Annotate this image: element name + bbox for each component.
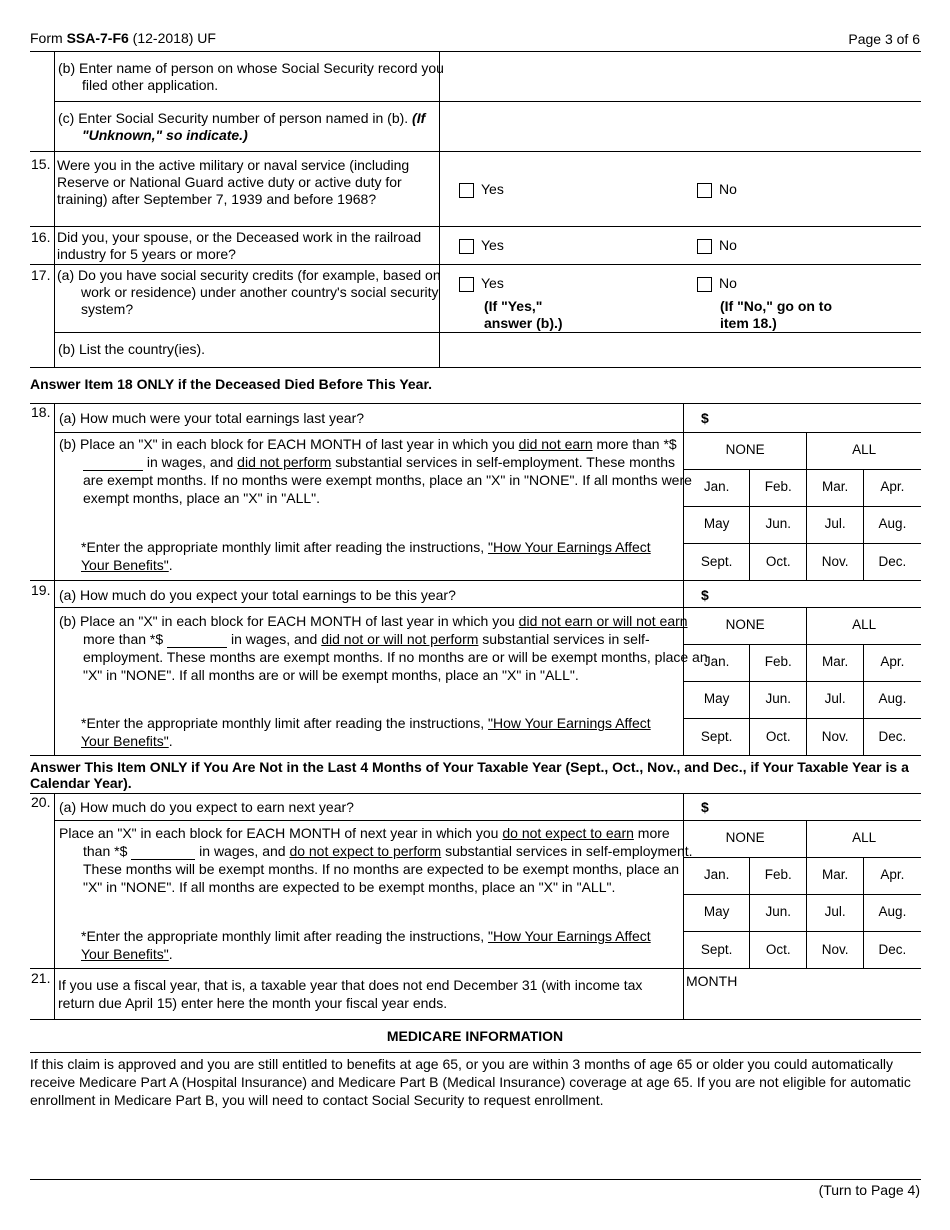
month-cell[interactable]: Sept. — [684, 543, 750, 580]
month-cell[interactable]: Apr. — [863, 857, 921, 894]
item16-yes-checkbox[interactable] — [459, 239, 474, 254]
month-cell[interactable]: Oct. — [750, 931, 807, 968]
rule — [54, 332, 921, 333]
item20b-limit-blank[interactable] — [131, 845, 195, 860]
item16-no-checkbox[interactable] — [697, 239, 712, 254]
item19-month-grid — [683, 607, 921, 755]
item20a-text: (a) How much do you expect to earn next year? — [59, 799, 354, 815]
item17-yes-label: Yes — [481, 275, 504, 291]
item15-yes-checkbox[interactable] — [459, 183, 474, 198]
item17b-input[interactable] — [441, 334, 919, 366]
all-cell[interactable]: ALL — [807, 820, 921, 857]
item16-question: Did you, your spouse, or the Deceased work in the railroad industry for 5 years or more? — [57, 229, 422, 262]
month-cell[interactable]: Apr. — [863, 644, 921, 681]
item20a-dollar: $ — [701, 799, 709, 815]
item17a-text: (a) Do you have social security credits (for example, based on work or residence) under another country's social security system? — [57, 267, 441, 317]
item21-month-input[interactable] — [686, 992, 918, 1017]
month-cell[interactable]: Sept. — [684, 931, 750, 968]
item16-yes-label: Yes — [481, 237, 504, 253]
rule — [30, 264, 921, 265]
item17-no-checkbox[interactable] — [697, 277, 712, 292]
item19b-limit-blank[interactable] — [167, 633, 227, 648]
month-cell[interactable]: Nov. — [807, 718, 864, 755]
month-cell[interactable]: Apr. — [863, 469, 921, 506]
form-id: Form SSA-7-F6 (12-2018) UF — [30, 30, 216, 46]
item16-no-label: No — [719, 237, 737, 253]
item15-number: 15. — [31, 156, 51, 172]
item19a-input[interactable] — [714, 582, 918, 606]
rule — [439, 51, 440, 367]
month-cell[interactable]: May — [684, 894, 750, 931]
item20a-input[interactable] — [714, 795, 918, 819]
medicare-text: If this claim is approved and you are still entitled to benefits at age 65, or you are within 3 months of age 65 or older you could automatically receive Medicare Part A (Hospital Insurance) and Medicare Part B (Medical Insurance) coverage at age 65. If you are not eligible for automatic enrollment in Medicare Part B, you will need to contact Social Security to request enrollment. — [30, 1056, 911, 1108]
month-cell[interactable]: Mar. — [807, 857, 864, 894]
rule — [683, 968, 684, 1019]
section20-heading: Answer This Item ONLY if You Are Not in the Last 4 Months of Your Taxable Year (Sept., Oct., Nov., and Dec., if Your Taxable Year is a Calendar Year). — [30, 759, 909, 791]
item21-text: If you use a fiscal year, that is, a taxable year that does not end December 31 (with income tax return due April 15) enter here the month your fiscal year ends. — [58, 977, 643, 1011]
month-cell[interactable]: Jan. — [684, 469, 750, 506]
month-cell[interactable]: Jul. — [807, 894, 864, 931]
item14c-input[interactable] — [441, 103, 919, 149]
item20-number: 20. — [31, 794, 51, 810]
month-cell[interactable]: Jan. — [684, 857, 750, 894]
month-cell[interactable]: Feb. — [750, 469, 807, 506]
item16-number: 16. — [31, 229, 51, 245]
item17-no-label: No — [719, 275, 737, 291]
month-cell[interactable]: Jun. — [750, 894, 807, 931]
medicare-heading: MEDICARE INFORMATION — [386, 1028, 564, 1044]
rule — [54, 793, 55, 968]
item17b-text: (b) List the country(ies). — [58, 341, 206, 357]
month-cell[interactable]: Dec. — [863, 718, 921, 755]
none-cell[interactable]: NONE — [684, 820, 807, 857]
month-cell[interactable]: May — [684, 681, 750, 718]
item18-month-grid — [683, 432, 921, 580]
month-cell[interactable]: Nov. — [807, 931, 864, 968]
rule — [30, 367, 921, 368]
rule — [30, 968, 921, 969]
turn-page-note: (Turn to Page 4) — [818, 1182, 920, 1198]
month-cell[interactable]: Sept. — [684, 718, 750, 755]
rule — [30, 1019, 921, 1020]
rule — [30, 793, 921, 794]
item18b-text: (b) Place an "X" in each block for EACH MONTH of last year in which you did not earn more than *$ in wages, and did not perform substantial services in self-employment. These months are exempt months. If no months were exempt months, place an "X" in "NONE". If all months were exempt months, place an "X" in "ALL". — [59, 436, 692, 506]
rule — [30, 755, 921, 756]
item20b-text: Place an "X" in each block for EACH MONTH of next year in which you do not expect to earn more than *$ in wages, and do not expect to perform substantial services in self-employment. These months will be exempt months. If no months are expected to be exempt months, place an "X" in "NONE". If all months are expected to be exempt months, place an "X" in "ALL". — [59, 825, 693, 895]
item15-no-label: No — [719, 181, 737, 197]
item14b-text: (b) Enter name of person on whose Social Security record you filed other application. — [58, 60, 444, 93]
item14c-text: (c) Enter Social Security number of person named in (b). (If "Unknown," so indicate.) — [58, 110, 426, 143]
item21-month-label: MONTH — [686, 973, 738, 989]
month-cell[interactable]: May — [684, 506, 750, 543]
item20-month-grid — [683, 820, 921, 968]
month-cell[interactable]: Oct. — [750, 543, 807, 580]
rule — [30, 1052, 921, 1053]
item18-number: 18. — [31, 404, 51, 420]
rule — [54, 403, 55, 580]
month-cell[interactable]: Jul. — [807, 506, 864, 543]
rule — [54, 101, 921, 102]
item15-yes-label: Yes — [481, 181, 504, 197]
item19a-dollar: $ — [701, 587, 709, 603]
all-cell[interactable]: ALL — [807, 607, 921, 644]
month-cell[interactable]: Mar. — [807, 469, 864, 506]
month-cell[interactable]: Nov. — [807, 543, 864, 580]
month-cell[interactable]: Mar. — [807, 644, 864, 681]
month-cell[interactable]: Aug. — [863, 894, 921, 931]
item17-yes-checkbox[interactable] — [459, 277, 474, 292]
item19-number: 19. — [31, 582, 51, 598]
month-cell[interactable]: Dec. — [863, 543, 921, 580]
item17-no-note: (If "No," go on to item 18.) — [720, 298, 833, 331]
rule — [30, 226, 921, 227]
month-cell[interactable]: Jul. — [807, 681, 864, 718]
item19a-text: (a) How much do you expect your total earnings to be this year? — [59, 587, 456, 603]
item15-no-checkbox[interactable] — [697, 183, 712, 198]
page-number: Page 3 of 6 — [848, 31, 920, 47]
none-cell[interactable]: NONE — [684, 607, 807, 644]
rule — [30, 403, 921, 404]
item19-note: *Enter the appropriate monthly limit after reading the instructions, "How Your Earnings Affect Your Benefits". — [81, 715, 651, 749]
month-cell[interactable]: Aug. — [863, 506, 921, 543]
month-cell[interactable]: Feb. — [750, 857, 807, 894]
item18a-dollar: $ — [701, 410, 709, 426]
item18a-text: (a) How much were your total earnings last year? — [59, 410, 365, 426]
item18-note: *Enter the appropriate monthly limit after reading the instructions, "How Your Earnings Affect Your Benefits". — [81, 539, 651, 573]
rule — [30, 1179, 921, 1180]
rule — [30, 580, 921, 581]
rule — [30, 51, 921, 52]
section18-heading: Answer Item 18 ONLY if the Deceased Died Before This Year. — [30, 376, 433, 392]
rule — [30, 151, 921, 152]
item17-yes-note: (If "Yes," answer (b).) — [484, 298, 563, 331]
item18b-limit-blank[interactable] — [83, 456, 143, 471]
none-cell[interactable]: NONE — [684, 432, 807, 469]
item20-note: *Enter the appropriate monthly limit after reading the instructions, "How Your Earnings Affect Your Benefits". — [81, 928, 651, 962]
month-cell[interactable]: Oct. — [750, 718, 807, 755]
month-cell[interactable]: Jun. — [750, 506, 807, 543]
month-cell[interactable]: Jan. — [684, 644, 750, 681]
item21-number: 21. — [31, 970, 51, 986]
item14b-input[interactable] — [441, 53, 919, 99]
month-cell[interactable]: Dec. — [863, 931, 921, 968]
month-cell[interactable]: Feb. — [750, 644, 807, 681]
month-cell[interactable]: Jun. — [750, 681, 807, 718]
rule — [54, 51, 55, 367]
month-cell[interactable]: Aug. — [863, 681, 921, 718]
rule — [54, 968, 55, 1019]
item17-number: 17. — [31, 267, 51, 283]
rule — [54, 580, 55, 755]
item15-question: Were you in the active military or naval service (including Reserve or National Guard active duty or active duty for training) after September 7, 1939 and before 1968? — [57, 157, 410, 207]
item19b-text: (b) Place an "X" in each block for EACH MONTH of last year in which you did not earn or will not earn more than *$ in wages, and did not or will not perform substantial services in self-employment. These months are exempt months. If no months are or will be exempt months, place an "X" in "NONE". If all months are or will be exempt months, place an "X" in "ALL". — [59, 613, 708, 683]
all-cell[interactable]: ALL — [807, 432, 921, 469]
item18a-input[interactable] — [714, 405, 918, 431]
